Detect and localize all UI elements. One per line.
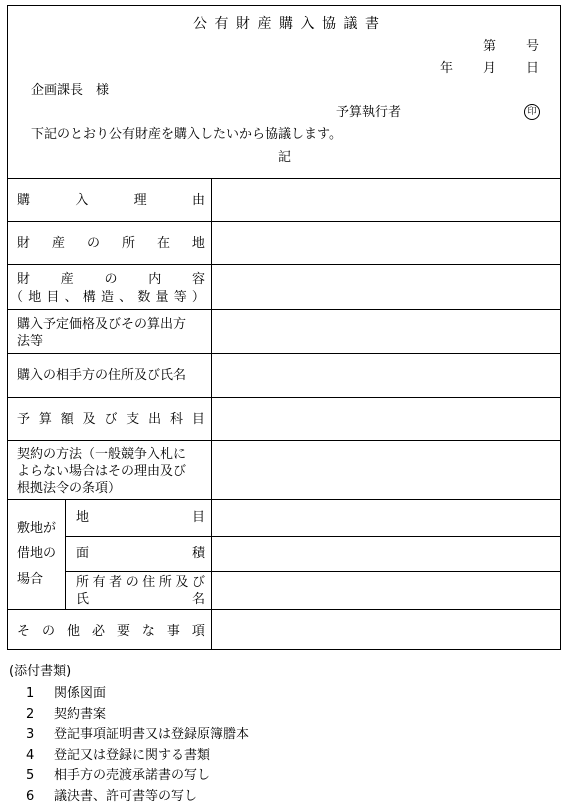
attachment-text: 登記事項証明書又は登録原簿謄本 [54,727,250,742]
form-title [193,17,379,31]
date-year: 年 [440,61,454,76]
label-char: 有 [92,575,106,590]
attachment-text: 登記又は登録に関する書類 [54,747,211,763]
attachment-number: 6 [26,788,35,804]
label-property-content [17,273,205,286]
label-char: 所 [158,575,172,590]
row-divider [7,499,561,500]
attachment-number: 2 [26,706,35,722]
label-char: 産 [257,16,272,32]
label-char: 入 [300,16,315,32]
label-char: 面 [76,546,90,561]
label-char: 由 [191,193,205,208]
label-char: 必 [91,624,105,639]
label-char: 入 [75,193,89,208]
label-purchase-reason [17,194,205,207]
seal-mark [524,104,540,120]
label-char: 地 [28,290,42,305]
attachment-item [18,687,106,700]
label-char: 及 [175,575,189,590]
label-char: 事 [166,624,180,639]
attachment-item [18,708,106,721]
label-char: 等 [173,290,187,305]
row-divider [7,397,561,398]
label-lease-line3: 場合 [17,572,44,587]
label-char: そ [17,624,31,639]
label-char: 量 [155,290,169,305]
label-char: 産 [51,236,65,251]
label-char: 目 [191,412,205,427]
label-char: び [191,575,205,590]
label-char: 名 [191,592,205,607]
label-char: 算 [38,412,52,427]
label-property-content-detail [10,291,205,304]
date-month: 月 [483,61,497,76]
label-char: 科 [170,412,184,427]
label-char: び [104,412,118,427]
label-char: の [41,624,55,639]
attachment-text: 関係図面 [54,686,107,701]
label-char: 予 [17,412,31,427]
label-contract-line2: よらない場合はその理由及び [17,464,187,479]
label-char: 協 [322,16,336,32]
label-char: 公 [193,16,207,32]
label-char: 出 [148,412,162,427]
number-go: 号 [526,39,540,54]
label-char: の [86,236,100,251]
row-divider [7,264,561,265]
label-char: 構 [82,290,96,305]
label-char: 造 [100,290,114,305]
seal-char: 印 [527,106,537,117]
label-contract-line3: 根拠法令の条項） [17,481,122,496]
label-char: 書 [365,16,379,32]
attachment-text: 契約書案 [54,706,107,722]
label-char: 議 [343,16,358,32]
label-char: 者 [109,575,123,590]
attachment-item [18,728,249,741]
label-char: 住 [142,575,156,590]
ki-label: 記 [278,150,292,165]
label-char: ） [191,290,205,305]
label-char: 支 [126,412,140,427]
attachment-number: 1 [26,686,35,701]
header-divider [7,178,561,179]
attachment-item [18,790,197,803]
number-dai: 第 [483,39,497,54]
budget-executor: 予算執行者 [336,105,402,120]
label-char: 地 [76,510,90,525]
label-property-location [17,237,205,250]
label-char: の [125,575,139,590]
label-lease-line2: 借地の [17,546,57,561]
label-char: 所 [76,575,90,590]
label-char: 要 [116,624,130,639]
label-char: 財 [236,16,250,32]
label-char: 所 [121,236,135,251]
label-char: 内 [148,272,162,287]
column-divider [65,499,66,609]
label-char: 他 [66,624,80,639]
row-divider [7,609,561,610]
label-char: の [104,272,118,287]
label-budget [17,413,205,426]
label-char: 積 [191,546,205,561]
attachment-text: 相手方の売渡承諾書の写し [54,768,211,783]
row-divider [7,309,561,310]
label-char: 産 [60,272,74,287]
label-owner-name [76,593,205,606]
attachment-number: 5 [26,768,35,783]
label-char: 購 [17,193,31,208]
label-char: 購 [279,16,293,32]
label-char: 在 [156,236,170,251]
column-divider [211,178,212,650]
label-purchase-partner: 購入の相手方の住所及び氏名 [17,368,187,383]
label-char: 及 [82,412,96,427]
label-char: 氏 [76,592,90,607]
label-char: 目 [191,510,205,525]
label-char: 項 [191,624,205,639]
attachments-heading: (添付書類) [9,664,72,679]
label-land-category [76,511,205,524]
label-char: 額 [60,412,74,427]
row-divider [65,536,561,537]
label-char: （ [10,290,24,305]
attachment-text: 議決書、許可書等の写し [54,788,198,804]
label-char: 地 [191,236,205,251]
label-char: 理 [133,193,147,208]
label-char: 財 [17,236,31,251]
label-other-matters [17,625,205,638]
label-area [76,547,205,560]
attachment-item [18,769,210,782]
addressee: 企画課長 様 [31,83,110,98]
label-contract-line1: 契約の方法（一般競争入札に [17,447,187,462]
label-char: 、 [64,290,78,305]
label-price-line2: 法等 [17,334,44,349]
attachment-item [18,749,210,762]
label-owner-address [76,576,205,589]
row-divider [7,221,561,222]
label-char: 、 [119,290,133,305]
label-char: 数 [137,290,151,305]
attachment-number: 3 [26,727,35,742]
date-day: 日 [526,61,540,76]
label-char: 目 [46,290,60,305]
row-divider [7,353,561,354]
label-char: 容 [191,272,205,287]
attachment-number: 4 [26,747,35,763]
label-char: 財 [17,272,31,287]
row-divider [7,440,561,441]
body-text: 下記のとおり公有財産を購入したいから協議します。 [31,127,342,142]
label-char: な [141,624,155,639]
label-lease-line1: 敷地が [17,521,57,536]
row-divider [65,571,561,572]
label-price-line1: 購入予定価格及びその算出方 [17,317,187,332]
label-char: 有 [214,16,229,32]
